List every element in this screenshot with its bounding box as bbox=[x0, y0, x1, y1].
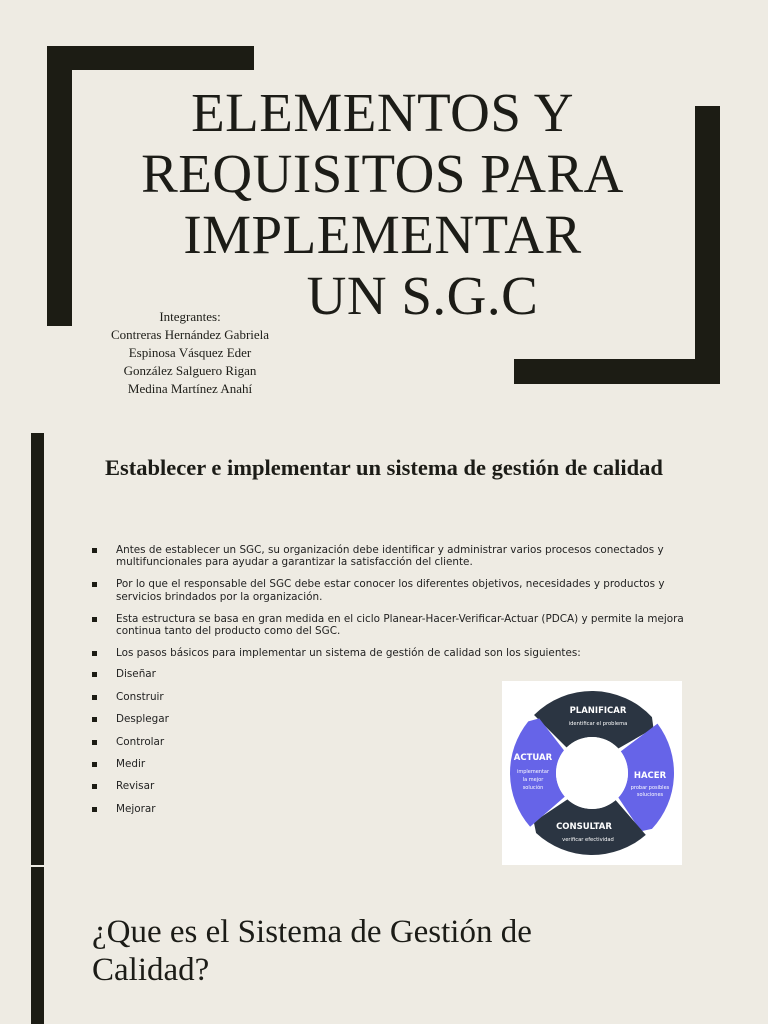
pdca-cycle-svg bbox=[502, 681, 682, 865]
section-heading: Establecer e implementar un sistema de gestión de calidad bbox=[105, 455, 663, 480]
list-item-text: Los pasos básicos para implementar un sistema de gestión de calidad son los siguientes: bbox=[116, 647, 581, 660]
bullet-square-icon bbox=[92, 784, 97, 789]
list-item bbox=[92, 544, 686, 568]
pdca-sub-hacer: probar posibles bbox=[630, 785, 670, 791]
pdca-sub-actuar: la mejor bbox=[522, 777, 544, 783]
bullet-square-icon bbox=[92, 617, 97, 622]
pdca-sub-planificar: identificar el problema bbox=[568, 721, 628, 727]
pdca-label-actuar: ACTUAR bbox=[513, 753, 553, 763]
list-item-text: Esta estructura se basa en gran medida en el ciclo Planear-Hacer-Verificar-Actuar (PDCA) y permite la mejora continua tanto del producto como del SGC. bbox=[116, 612, 684, 638]
list-item-text: Desplegar bbox=[116, 713, 169, 726]
pdca-label-hacer: HACER bbox=[633, 771, 667, 781]
list-item bbox=[92, 647, 686, 659]
bullet-square-icon bbox=[92, 717, 97, 722]
members-block bbox=[95, 308, 285, 398]
pdca-cycle-diagram bbox=[502, 681, 682, 865]
question-slide bbox=[0, 865, 768, 1024]
title-line: UN S.G.C bbox=[306, 265, 539, 326]
list-item-text: Antes de establecer un SGC, su organización debe identificar y administrar varios procesos conectados y multifuncionales para ayudar a garantizar la satisfacción del cliente. bbox=[116, 544, 664, 569]
pdca-sub-actuar: implementar bbox=[516, 769, 550, 775]
title-line: REQUISITOS PARA bbox=[141, 143, 624, 204]
bullet-square-icon bbox=[92, 548, 97, 553]
bullet-square-icon bbox=[92, 582, 97, 587]
list-item-text: Diseñar bbox=[116, 668, 156, 681]
pdca-label-consultar: CONSULTAR bbox=[556, 822, 612, 832]
list-item-text: Revisar bbox=[116, 780, 155, 793]
bullet-square-icon bbox=[92, 762, 97, 767]
member-name: Espinosa Vásquez Eder bbox=[128, 345, 252, 360]
pdca-label-planificar: PLANIFICAR bbox=[569, 706, 627, 716]
accent-bar-left bbox=[31, 867, 44, 1024]
bullet-square-icon bbox=[92, 695, 97, 700]
frame-bracket-top bbox=[47, 46, 254, 70]
frame-bracket-left bbox=[47, 46, 72, 326]
pdca-sub-consultar: verificar efectividad bbox=[562, 837, 614, 843]
member-name: Contreras Hernández Gabriela bbox=[110, 327, 270, 342]
list-item-text: Medir bbox=[116, 757, 146, 770]
member-name: González Salguero Rigan bbox=[123, 363, 257, 378]
title-slide bbox=[0, 0, 768, 420]
list-item-text: Por lo que el responsable del SGC debe estar conocer los diferentes objetivos, necesidades y productos y servicios brindados por la organización. bbox=[116, 578, 665, 603]
pdca-sub-actuar: solución bbox=[522, 785, 544, 791]
list-item-text: Controlar bbox=[116, 735, 165, 748]
title-line: ELEMENTOS Y bbox=[191, 82, 574, 143]
list-item-text: Construir bbox=[116, 690, 164, 703]
pdca-center bbox=[556, 737, 628, 809]
title-line: IMPLEMENTAR bbox=[183, 204, 582, 265]
list-item bbox=[92, 578, 686, 602]
list-item bbox=[92, 613, 686, 637]
bullet-square-icon bbox=[92, 740, 97, 745]
member-name: Medina Martínez Anahí bbox=[127, 381, 253, 396]
content-slide bbox=[0, 420, 768, 865]
question-heading: ¿Que es el Sistema de Gestión de Calidad? bbox=[92, 914, 532, 988]
frame-bracket-bottom bbox=[514, 359, 720, 384]
bullet-square-icon bbox=[92, 807, 97, 812]
accent-bar-left bbox=[31, 433, 44, 865]
page-title bbox=[110, 82, 655, 326]
members-label: Integrantes: bbox=[159, 309, 221, 324]
list-item-text: Mejorar bbox=[116, 802, 156, 815]
bullet-square-icon bbox=[92, 672, 97, 677]
frame-bracket-right bbox=[695, 106, 720, 384]
pdca-sub-hacer: soluciones bbox=[636, 792, 664, 798]
bullet-square-icon bbox=[92, 651, 97, 656]
